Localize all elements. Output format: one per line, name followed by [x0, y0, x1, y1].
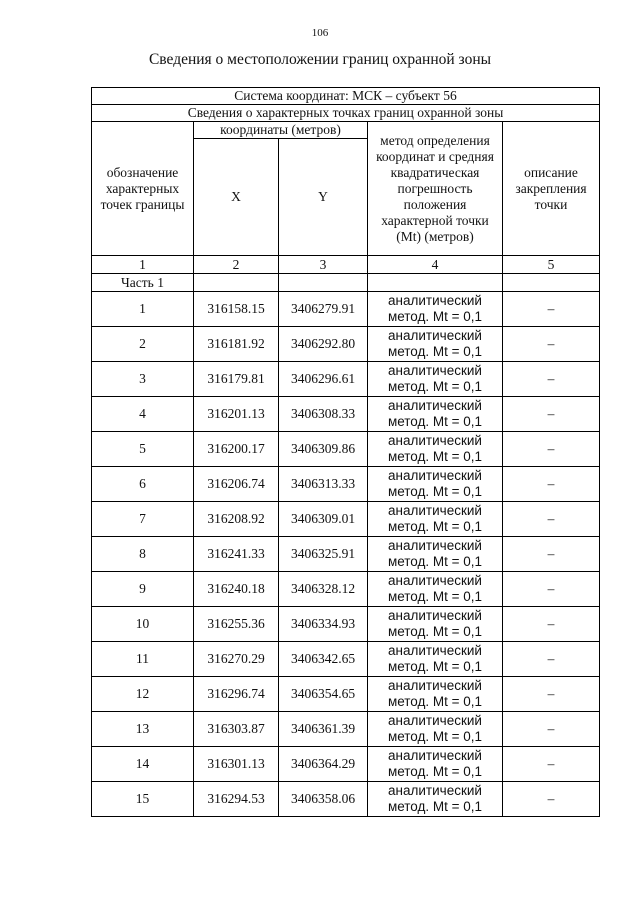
point-description: –	[503, 327, 600, 362]
x-coordinate: 316296.74	[194, 677, 279, 712]
method-line-2: метод. Mt = 0,1	[387, 659, 483, 674]
point-number: 12	[92, 677, 194, 712]
column-number: 1	[92, 256, 194, 274]
method-line-1: аналитический	[388, 328, 482, 343]
point-description: –	[503, 537, 600, 572]
point-number: 5	[92, 432, 194, 467]
point-description: –	[503, 362, 600, 397]
section-row	[92, 105, 600, 122]
point-number: 7	[92, 502, 194, 537]
y-coordinate: 3406342.65	[279, 642, 368, 677]
point-number: 2	[92, 327, 194, 362]
x-coordinate: 316179.81	[194, 362, 279, 397]
system-row	[92, 88, 600, 105]
method-cell	[368, 432, 503, 467]
y-coordinate: 3406292.80	[279, 327, 368, 362]
point-number: 3	[92, 362, 194, 397]
point-description: –	[503, 677, 600, 712]
column-number: 2	[194, 256, 279, 274]
point-description: –	[503, 572, 600, 607]
point-number: 1	[92, 292, 194, 327]
part-label: Часть 1	[92, 274, 194, 292]
x-header: X	[194, 139, 279, 256]
table-row	[92, 747, 600, 782]
method-line-1: аналитический	[388, 643, 482, 658]
y-coordinate: 3406354.65	[279, 677, 368, 712]
method-line-1: аналитический	[388, 573, 482, 588]
method-line-2: метод. Mt = 0,1	[387, 414, 483, 429]
y-coordinate: 3406279.91	[279, 292, 368, 327]
x-coordinate: 316200.17	[194, 432, 279, 467]
point-number: 10	[92, 607, 194, 642]
column-numbers-row	[92, 256, 600, 274]
table-row	[92, 362, 600, 397]
method-line-2: метод. Mt = 0,1	[387, 729, 483, 744]
y-coordinate: 3406325.91	[279, 537, 368, 572]
method-cell	[368, 782, 503, 817]
method-line-1: аналитический	[388, 713, 482, 728]
method-cell	[368, 712, 503, 747]
x-coordinate: 316303.87	[194, 712, 279, 747]
y-coordinate: 3406334.93	[279, 607, 368, 642]
point-number: 4	[92, 397, 194, 432]
method-cell	[368, 607, 503, 642]
table-row	[92, 432, 600, 467]
point-number: 15	[92, 782, 194, 817]
method-cell	[368, 397, 503, 432]
x-coordinate: 316201.13	[194, 397, 279, 432]
y-coordinate: 3406358.06	[279, 782, 368, 817]
method-cell	[368, 677, 503, 712]
method-line-2: метод. Mt = 0,1	[387, 309, 483, 324]
table-row	[92, 607, 600, 642]
table-row	[92, 397, 600, 432]
y-coordinate: 3406309.86	[279, 432, 368, 467]
table-row	[92, 712, 600, 747]
point-description: –	[503, 642, 600, 677]
description-header: описание закрепления точки	[503, 122, 600, 256]
method-line-1: аналитический	[388, 293, 482, 308]
method-line-2: метод. Mt = 0,1	[387, 344, 483, 359]
method-cell	[368, 642, 503, 677]
point-number: 13	[92, 712, 194, 747]
method-line-2: метод. Mt = 0,1	[387, 799, 483, 814]
table-row	[92, 467, 600, 502]
y-coordinate: 3406361.39	[279, 712, 368, 747]
method-line-1: аналитический	[388, 433, 482, 448]
point-description: –	[503, 432, 600, 467]
method-line-2: метод. Mt = 0,1	[387, 554, 483, 569]
section-title: Сведения о характерных точках границ охранной зоны	[92, 105, 600, 122]
method-line-1: аналитический	[388, 678, 482, 693]
method-line-2: метод. Mt = 0,1	[387, 519, 483, 534]
y-coordinate: 3406296.61	[279, 362, 368, 397]
method-cell	[368, 572, 503, 607]
point-number: 8	[92, 537, 194, 572]
point-description: –	[503, 397, 600, 432]
method-line-2: метод. Mt = 0,1	[387, 624, 483, 639]
part-row	[92, 274, 600, 292]
point-description: –	[503, 712, 600, 747]
method-line-2: метод. Mt = 0,1	[387, 379, 483, 394]
point-description: –	[503, 292, 600, 327]
method-header: метод определения координат и средняя квадратическая погрешность положения характерной точки (Mt) (метров)	[368, 122, 503, 256]
table-row	[92, 502, 600, 537]
method-line-1: аналитический	[388, 468, 482, 483]
method-cell	[368, 502, 503, 537]
method-line-1: аналитический	[388, 363, 482, 378]
point-description: –	[503, 467, 600, 502]
method-cell	[368, 537, 503, 572]
method-line-1: аналитический	[388, 503, 482, 518]
header-row	[92, 122, 600, 139]
method-line-1: аналитический	[388, 538, 482, 553]
table-row	[92, 642, 600, 677]
empty-cell	[279, 274, 368, 292]
method-line-2: метод. Mt = 0,1	[387, 694, 483, 709]
y-coordinate: 3406309.01	[279, 502, 368, 537]
y-coordinate: 3406328.12	[279, 572, 368, 607]
x-coordinate: 316301.13	[194, 747, 279, 782]
column-number: 4	[368, 256, 503, 274]
page-number: 106	[311, 27, 329, 39]
method-cell	[368, 467, 503, 502]
point-description: –	[503, 607, 600, 642]
table-row	[92, 677, 600, 712]
y-header: Y	[279, 139, 368, 256]
empty-cell	[503, 274, 600, 292]
method-line-2: метод. Mt = 0,1	[387, 449, 483, 464]
x-coordinate: 316255.36	[194, 607, 279, 642]
method-cell	[368, 362, 503, 397]
method-line-1: аналитический	[388, 398, 482, 413]
designation-header: обозначение характерных точек границы	[92, 122, 194, 256]
x-coordinate: 316270.29	[194, 642, 279, 677]
y-coordinate: 3406308.33	[279, 397, 368, 432]
point-number: 9	[92, 572, 194, 607]
x-coordinate: 316208.92	[194, 502, 279, 537]
method-cell	[368, 292, 503, 327]
table-row	[92, 327, 600, 362]
coordinates-table	[91, 87, 600, 817]
coordinates-header: координаты (метров)	[194, 122, 368, 139]
table-row	[92, 782, 600, 817]
method-line-1: аналитический	[388, 608, 482, 623]
method-line-1: аналитический	[388, 748, 482, 763]
point-number: 11	[92, 642, 194, 677]
x-coordinate: 316206.74	[194, 467, 279, 502]
table-row	[92, 537, 600, 572]
table-row	[92, 572, 600, 607]
x-coordinate: 316240.18	[194, 572, 279, 607]
method-line-2: метод. Mt = 0,1	[387, 484, 483, 499]
point-description: –	[503, 747, 600, 782]
x-coordinate: 316158.15	[194, 292, 279, 327]
column-number: 5	[503, 256, 600, 274]
y-coordinate: 3406364.29	[279, 747, 368, 782]
method-cell	[368, 747, 503, 782]
y-coordinate: 3406313.33	[279, 467, 368, 502]
point-number: 6	[92, 467, 194, 502]
x-coordinate: 316181.92	[194, 327, 279, 362]
method-line-2: метод. Mt = 0,1	[387, 764, 483, 779]
x-coordinate: 316294.53	[194, 782, 279, 817]
document-title: Сведения о местоположении границ охранной зоны	[148, 51, 492, 68]
column-number: 3	[279, 256, 368, 274]
method-cell	[368, 327, 503, 362]
point-number: 14	[92, 747, 194, 782]
empty-cell	[194, 274, 279, 292]
empty-cell	[368, 274, 503, 292]
x-coordinate: 316241.33	[194, 537, 279, 572]
table-row	[92, 292, 600, 327]
coordinate-system-label: Система координат: МСК – субъект 56	[92, 88, 600, 105]
method-line-1: аналитический	[388, 783, 482, 798]
point-description: –	[503, 782, 600, 817]
point-description: –	[503, 502, 600, 537]
method-line-2: метод. Mt = 0,1	[387, 589, 483, 604]
